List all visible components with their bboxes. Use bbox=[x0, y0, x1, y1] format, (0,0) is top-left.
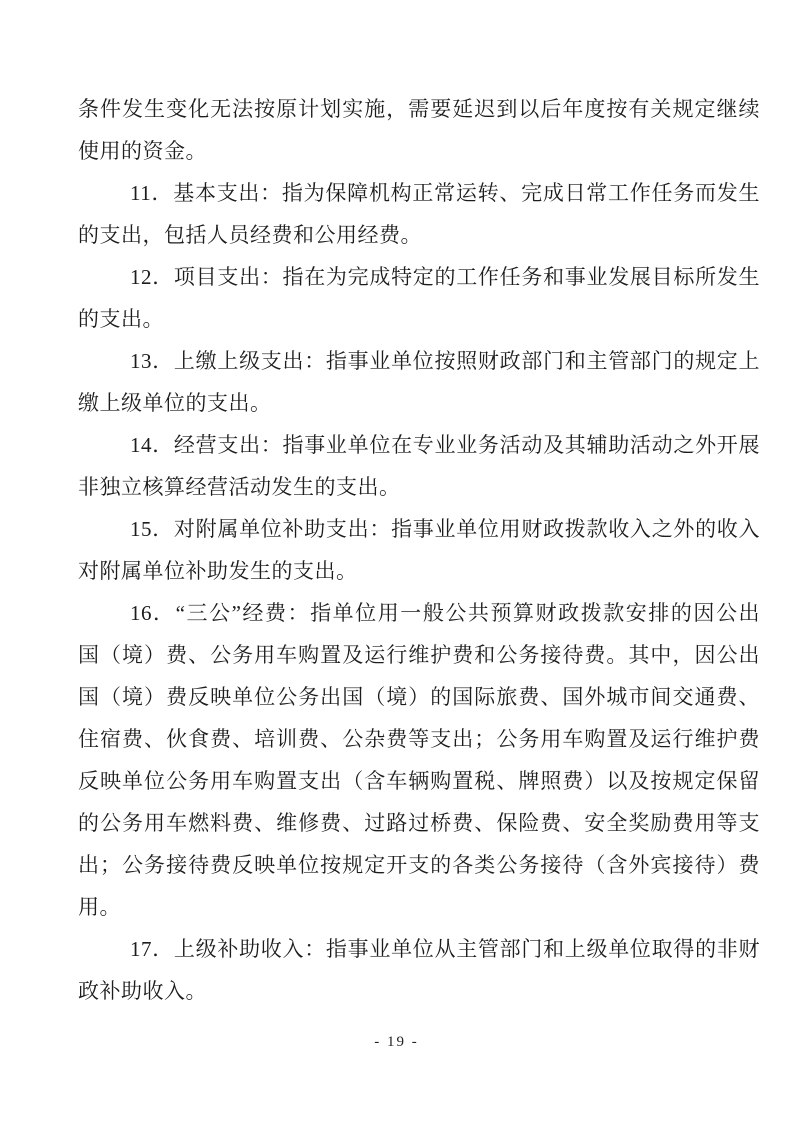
text-line: 条件发生变化无法按原计划实施，需要延迟到以后年度按有关规定继续 bbox=[78, 97, 760, 121]
text-line: 15．对附属单位补助支出：指事业单位用财政拨款收入之外的收入 bbox=[130, 517, 760, 541]
text-line: 17．上级补助收入：指事业单位从主管部门和上级单位取得的非财 bbox=[130, 937, 760, 961]
paragraph bbox=[78, 592, 760, 928]
text-line: 14．经营支出：指事业单位在专业业务活动及其辅助活动之外开展 bbox=[130, 433, 760, 457]
text-line: 的支出。 bbox=[78, 307, 164, 331]
paragraph bbox=[78, 340, 760, 424]
text-line: 使用的资金。 bbox=[78, 139, 207, 163]
text-line: 对附属单位补助发生的支出。 bbox=[78, 559, 358, 583]
text-line: 非独立核算经营活动发生的支出。 bbox=[78, 475, 401, 499]
text-line: 住宿费、伙食费、培训费、公杂费等支出；公务用车购置及运行维护费 bbox=[78, 727, 760, 751]
paragraph bbox=[78, 928, 760, 1012]
text-line: 13．上缴上级支出：指事业单位按照财政部门和主管部门的规定上 bbox=[130, 349, 760, 373]
paragraph bbox=[78, 508, 760, 592]
text-line: 的公务用车燃料费、维修费、过路过桥费、保险费、安全奖励费用等支 bbox=[78, 811, 760, 835]
text-line: 反映单位公务用车购置支出（含车辆购置税、牌照费）以及按规定保留 bbox=[78, 769, 760, 793]
text-line: 国（境）费反映单位公务出国（境）的国际旅费、国外城市间交通费、 bbox=[78, 685, 760, 709]
page-number: - 19 - bbox=[374, 1034, 419, 1050]
text-line: 的支出，包括人员经费和公用经费。 bbox=[78, 223, 422, 247]
text-line: 政补助收入。 bbox=[78, 979, 207, 1003]
text-line: 16．“三公”经费：指单位用一般公共预算财政拨款安排的因公出 bbox=[130, 601, 760, 625]
text-line: 用。 bbox=[78, 895, 121, 919]
text-line: 出；公务接待费反映单位按规定开支的各类公务接待（含外宾接待）费 bbox=[78, 853, 760, 877]
paragraph bbox=[78, 256, 760, 340]
text-line: 11．基本支出：指为保障机构正常运转、完成日常工作任务而发生 bbox=[130, 181, 760, 205]
paragraph bbox=[78, 172, 760, 256]
text-line: 缴上级单位的支出。 bbox=[78, 391, 272, 415]
text-line: 国（境）费、公务用车购置及运行维护费和公务接待费。其中，因公出 bbox=[78, 643, 760, 667]
text-line: 12．项目支出：指在为完成特定的工作任务和事业发展目标所发生 bbox=[130, 265, 760, 289]
paragraph bbox=[78, 88, 760, 172]
document-body bbox=[78, 88, 760, 1012]
paragraph bbox=[78, 424, 760, 508]
